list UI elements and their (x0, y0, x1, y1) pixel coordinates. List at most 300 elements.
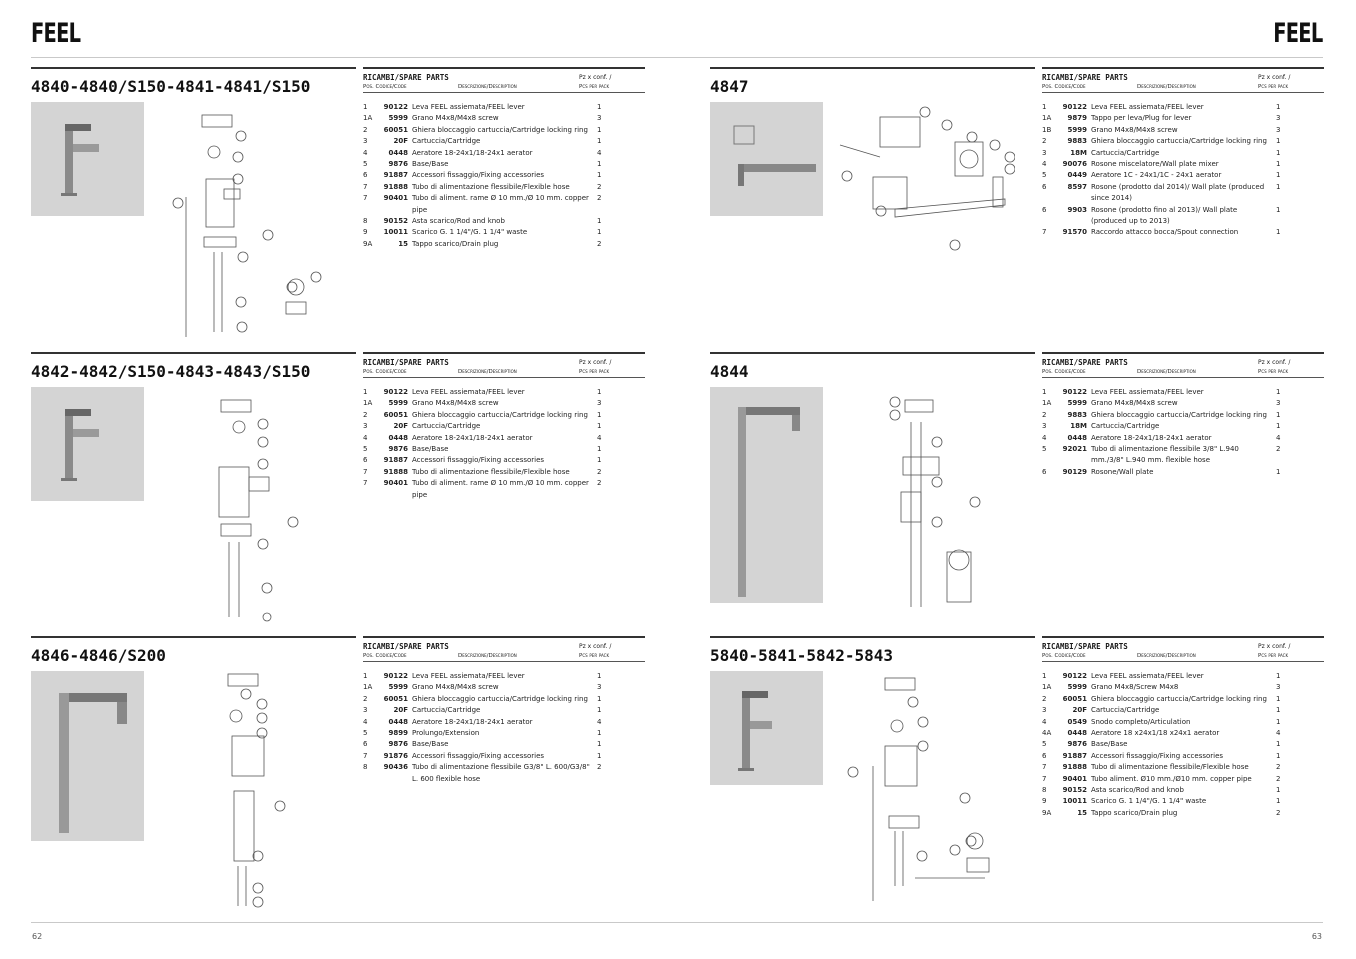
part-quantity: 2 (597, 182, 602, 191)
part-description: Ghiera bloccaggio cartuccia/Cartridge locking ring (412, 410, 588, 419)
block-rule (710, 636, 1035, 638)
part-description: Raccordo attacco bocca/Spout connection (1091, 228, 1239, 237)
part-position: 2 (363, 694, 368, 703)
part-description: Base/Base (412, 445, 449, 454)
parts-row (363, 717, 645, 728)
block-rule (31, 352, 356, 354)
part-code: 91570 (1062, 228, 1087, 237)
parts-row (363, 433, 645, 444)
part-position: 3 (363, 706, 368, 715)
part-position: 4 (363, 433, 368, 442)
parts-row (1042, 808, 1324, 819)
part-quantity: 2 (1276, 445, 1281, 454)
part-code: 9903 (1067, 205, 1087, 214)
part-code: 90122 (383, 672, 408, 680)
part-position: 6 (363, 740, 368, 749)
part-quantity: 1 (1276, 797, 1281, 806)
parts-row (363, 227, 645, 238)
exploded-drawing (181, 382, 321, 622)
parts-row (363, 398, 645, 409)
parts-row (1042, 113, 1324, 124)
part-quantity: 3 (1276, 114, 1281, 123)
parts-row (1042, 125, 1324, 136)
part-code: 91876 (383, 751, 408, 760)
part-description: Grano M4x8/M4x8 screw (412, 399, 499, 408)
part-quantity: 1 (597, 422, 602, 431)
exploded-drawing (166, 97, 326, 337)
part-code: 60051 (383, 125, 408, 134)
product-block (710, 352, 1354, 627)
pcs-header: Pcs per pack (1258, 369, 1289, 375)
part-position: 4 (1042, 160, 1047, 169)
parts-row (363, 762, 645, 785)
part-quantity: 1 (597, 751, 602, 760)
part-position: 5 (1042, 445, 1047, 454)
part-position: 2 (363, 410, 368, 419)
description-header: Descrizione/Description (458, 369, 517, 375)
page-number-left: 62 (32, 932, 43, 941)
part-position: 6 (363, 171, 368, 180)
part-quantity: 3 (1276, 125, 1281, 134)
part-quantity: 3 (597, 399, 602, 408)
product-block (710, 636, 1354, 911)
part-code: 20F (1072, 706, 1087, 715)
parts-row (1042, 671, 1324, 682)
parts-title: RICAMBI/SPARE PARTS (363, 358, 449, 367)
parts-row (1042, 444, 1324, 467)
header-divider (31, 57, 1323, 58)
part-quantity: 2 (1276, 763, 1281, 772)
part-description: Ghiera bloccaggio cartuccia/Cartridge locking ring (1091, 137, 1267, 146)
pos-code-header: Pos. Codice/Code (1042, 84, 1086, 90)
part-code: 91887 (1062, 751, 1087, 760)
pz-label: Pz x conf. / (579, 74, 612, 81)
pcs-header: Pcs per pack (1258, 84, 1289, 90)
part-quantity: 1 (597, 706, 602, 715)
parts-rows (363, 102, 645, 250)
parts-title: RICAMBI/SPARE PARTS (1042, 642, 1128, 651)
part-code: 18M (1070, 422, 1087, 431)
parts-row (1042, 182, 1324, 205)
part-description: Leva FEEL assiemata/FEEL lever (1091, 672, 1204, 680)
parts-row (363, 239, 645, 250)
part-quantity: 1 (1276, 137, 1281, 146)
parts-rows (1042, 102, 1324, 239)
part-code: 91888 (1062, 763, 1087, 772)
part-position: 6 (1042, 205, 1047, 214)
part-position: 1A (363, 399, 373, 408)
part-description: Cartuccia/Cartridge (412, 422, 481, 431)
description-header: Descrizione/Description (458, 84, 517, 90)
part-quantity: 1 (597, 103, 602, 111)
part-code: 20F (393, 706, 408, 715)
block-rule (710, 67, 1035, 69)
part-description: Tubo aliment. Ø10 mm./Ø10 mm. copper pipe (1091, 774, 1252, 783)
part-quantity: 1 (597, 672, 602, 680)
part-description: Tubo di alimentazione flessibile/Flexible hose (412, 467, 570, 476)
part-quantity: 1 (1276, 103, 1281, 111)
part-description: Grano M4x8/M4x8 screw (412, 683, 499, 692)
part-description: Accessori fissaggio/Fixing accessories (1091, 751, 1224, 760)
part-position: 6 (1042, 182, 1047, 191)
parts-rows (1042, 671, 1324, 819)
model-number: 4847 (710, 77, 749, 96)
part-position: 2 (363, 125, 368, 134)
parts-row (1042, 136, 1324, 147)
parts-row (363, 478, 645, 501)
part-position: 6 (363, 456, 368, 465)
parts-row (1042, 170, 1324, 181)
parts-row (1042, 728, 1324, 739)
part-code: 0448 (388, 717, 408, 726)
model-number: 4844 (710, 362, 749, 381)
part-code: 9879 (1067, 114, 1087, 123)
part-code: 5999 (1067, 399, 1087, 408)
part-position: 7 (363, 751, 368, 760)
part-code: 8597 (1067, 182, 1087, 191)
product-photo (710, 102, 823, 216)
part-quantity: 1 (1276, 182, 1281, 191)
part-quantity: 1 (1276, 672, 1281, 680)
part-description: Rosone/Wall plate (1091, 467, 1154, 476)
part-description: Tappo scarico/Drain plug (412, 239, 499, 248)
part-position: 8 (1042, 786, 1047, 795)
part-position: 8 (363, 217, 368, 226)
part-quantity: 3 (1276, 399, 1281, 408)
parts-row (363, 467, 645, 478)
part-description: Accessori fissaggio/Fixing accessories (412, 751, 545, 760)
parts-row (363, 739, 645, 750)
parts-title: RICAMBI/SPARE PARTS (1042, 73, 1128, 82)
pz-label: Pz x conf. / (1258, 359, 1291, 366)
part-quantity: 1 (1276, 717, 1281, 726)
parts-row (1042, 739, 1324, 750)
block-rule (31, 67, 356, 69)
part-description: Scarico G. 1 1/4"/G. 1 1/4" waste (412, 228, 528, 237)
part-quantity: 1 (597, 410, 602, 419)
model-number: 4842-4842/S150-4843-4843/S150 (31, 362, 311, 381)
part-description: Tubo di alimentazione flessibile/Flexible hose (1091, 763, 1249, 772)
part-code: 90122 (383, 388, 408, 396)
parts-row (1042, 410, 1324, 421)
part-position: 9A (1042, 808, 1052, 817)
pos-code-header: Pos. Codice/Code (363, 84, 407, 90)
part-quantity: 4 (597, 433, 602, 442)
part-description: Aeratore 1C - 24x1/1C - 24x1 aerator (1091, 171, 1222, 180)
part-code: 90401 (1062, 774, 1087, 783)
part-description: Rosone (prodotto dal 2014)/ Wall plate (produced since 2014) (1091, 182, 1265, 203)
part-description: Cartuccia/Cartridge (412, 706, 481, 715)
product-block (31, 67, 675, 342)
product-block (710, 67, 1354, 342)
part-position: 1 (1042, 672, 1047, 680)
spare-parts-table (363, 67, 645, 250)
parts-row (363, 444, 645, 455)
part-description: Aeratore 18-24x1/18-24x1 aerator (1091, 433, 1212, 442)
part-description: Tubo di alimentazione flessibile 3/8" L.940 mm./3/8" L.940 mm. flexible hose (1091, 445, 1239, 465)
part-quantity: 1 (597, 228, 602, 237)
part-quantity: 1 (597, 217, 602, 226)
exploded-drawing (875, 382, 995, 632)
part-quantity: 1 (597, 388, 602, 396)
part-description: Tappo scarico/Drain plug (1091, 808, 1178, 817)
part-code: 5999 (388, 399, 408, 408)
part-position: 9 (1042, 797, 1047, 806)
part-code: 90401 (383, 479, 408, 488)
part-position: 5 (363, 729, 368, 738)
part-quantity: 1 (1276, 467, 1281, 476)
part-quantity: 1 (1276, 160, 1281, 169)
parts-row (1042, 694, 1324, 705)
part-description: Aeratore 18-24x1/18-24x1 aerator (412, 433, 533, 442)
part-description: Tappo per leva/Plug for lever (1091, 114, 1192, 123)
parts-row (1042, 785, 1324, 796)
part-quantity: 2 (597, 479, 602, 488)
part-code: 60051 (1062, 694, 1087, 703)
part-quantity: 2 (1276, 774, 1281, 783)
parts-row (363, 125, 645, 136)
part-position: 1B (1042, 125, 1052, 134)
part-code: 91887 (383, 171, 408, 180)
parts-row (363, 671, 645, 682)
part-position: 1A (1042, 683, 1052, 692)
part-quantity: 1 (597, 160, 602, 169)
part-quantity: 3 (597, 114, 602, 123)
parts-row (363, 410, 645, 421)
part-position: 4 (363, 717, 368, 726)
product-block (31, 636, 675, 911)
pz-label: Pz x conf. / (1258, 643, 1291, 650)
part-quantity: 1 (1276, 786, 1281, 795)
part-position: 7 (1042, 763, 1047, 772)
part-code: 0448 (388, 148, 408, 157)
part-code: 0549 (1067, 717, 1087, 726)
parts-rows (363, 387, 645, 501)
part-code: 5999 (388, 683, 408, 692)
part-position: 7 (1042, 228, 1047, 237)
part-description: Aeratore 18-24x1/18-24x1 aerator (412, 148, 533, 157)
part-code: 90129 (1062, 467, 1087, 476)
spare-parts-table (1042, 636, 1324, 819)
part-description: Aeratore 18-24x1/18-24x1 aerator (412, 717, 533, 726)
part-description: Tubo di alimentazione flessibile/Flexible hose (412, 182, 570, 191)
part-position: 3 (1042, 422, 1047, 431)
part-quantity: 1 (1276, 694, 1281, 703)
parts-row (363, 148, 645, 159)
parts-row (363, 102, 645, 113)
pz-label: Pz x conf. / (579, 643, 612, 650)
product-photo (31, 671, 144, 841)
part-quantity: 1 (597, 456, 602, 465)
parts-row (1042, 467, 1324, 478)
block-rule (31, 636, 356, 638)
description-header: Descrizione/Description (1137, 653, 1196, 659)
part-quantity: 4 (597, 148, 602, 157)
part-code: 90076 (1062, 160, 1087, 169)
part-position: 5 (1042, 740, 1047, 749)
part-code: 20F (393, 422, 408, 431)
part-quantity: 1 (597, 137, 602, 146)
part-description: Tubo di aliment. rame Ø 10 mm./Ø 10 mm. copper pipe (412, 194, 589, 214)
part-code: 9899 (388, 729, 408, 738)
parts-row (363, 216, 645, 227)
parts-row (363, 113, 645, 124)
part-code: 91887 (383, 456, 408, 465)
part-quantity: 1 (597, 125, 602, 134)
part-code: 90122 (1062, 103, 1087, 111)
part-code: 10011 (383, 228, 408, 237)
part-description: Base/Base (1091, 740, 1128, 749)
part-quantity: 1 (1276, 740, 1281, 749)
part-code: 18M (1070, 148, 1087, 157)
part-position: 1 (363, 388, 368, 396)
part-position: 7 (363, 194, 368, 203)
part-quantity: 4 (1276, 433, 1281, 442)
part-code: 9876 (1067, 740, 1087, 749)
parts-row (363, 136, 645, 147)
parts-title: RICAMBI/SPARE PARTS (363, 642, 449, 651)
parts-row (1042, 682, 1324, 693)
part-quantity: 1 (1276, 228, 1281, 237)
part-code: 5999 (1067, 125, 1087, 134)
footer-divider (31, 922, 1323, 923)
part-code: 91888 (383, 467, 408, 476)
part-position: 1 (363, 103, 368, 111)
part-position: 3 (363, 422, 368, 431)
parts-row (363, 682, 645, 693)
part-position: 7 (363, 479, 368, 488)
part-position: 4 (363, 148, 368, 157)
parts-row (1042, 705, 1324, 716)
part-description: Grano M4x8/M4x8 screw (412, 114, 499, 123)
part-position: 1 (363, 672, 368, 680)
parts-row (363, 421, 645, 432)
part-code: 90401 (383, 194, 408, 203)
part-quantity: 1 (1276, 171, 1281, 180)
part-description: Ghiera bloccaggio cartuccia/Cartridge locking ring (412, 694, 588, 703)
exploded-drawing (845, 666, 1015, 901)
part-position: 1A (363, 683, 373, 692)
part-code: 91888 (383, 182, 408, 191)
spare-parts-table (363, 636, 645, 785)
pz-label: Pz x conf. / (579, 359, 612, 366)
part-quantity: 1 (1276, 205, 1281, 214)
part-quantity: 1 (597, 171, 602, 180)
part-quantity: 1 (1276, 148, 1281, 157)
parts-row (1042, 227, 1324, 238)
part-quantity: 1 (1276, 751, 1281, 760)
part-position: 2 (1042, 410, 1047, 419)
description-header: Descrizione/Description (1137, 84, 1196, 90)
part-position: 7 (363, 182, 368, 191)
pos-code-header: Pos. Codice/Code (363, 369, 407, 375)
product-block (31, 352, 675, 627)
part-quantity: 2 (597, 763, 602, 772)
parts-title: RICAMBI/SPARE PARTS (1042, 358, 1128, 367)
part-position: 1A (1042, 399, 1052, 408)
parts-row (1042, 774, 1324, 785)
block-rule (710, 352, 1035, 354)
part-description: Grano M4x8/Screw M4x8 (1091, 683, 1179, 692)
part-position: 3 (1042, 148, 1047, 157)
part-position: 2 (1042, 694, 1047, 703)
parts-row (1042, 102, 1324, 113)
part-code: 90122 (383, 103, 408, 111)
part-position: 4 (1042, 433, 1047, 442)
part-code: 9876 (388, 160, 408, 169)
part-description: Grano M4x8/M4x8 screw (1091, 125, 1178, 134)
part-description: Leva FEEL assiemata/FEEL lever (412, 672, 525, 680)
brand-title-right: FEEL (1273, 18, 1323, 49)
part-code: 9876 (388, 740, 408, 749)
product-photo (31, 387, 144, 501)
part-quantity: 1 (597, 729, 602, 738)
product-photo (710, 387, 823, 603)
part-quantity: 1 (1276, 388, 1281, 396)
part-position: 7 (363, 467, 368, 476)
part-description: Base/Base (412, 740, 449, 749)
parts-row (1042, 796, 1324, 807)
description-header: Descrizione/Description (458, 653, 517, 659)
part-code: 90122 (1062, 388, 1087, 396)
model-number: 4846-4846/S200 (31, 646, 166, 665)
part-description: Tubo di aliment. rame Ø 10 mm./Ø 10 mm. copper pipe (412, 479, 589, 499)
part-code: 5999 (388, 114, 408, 123)
part-code: 90436 (383, 763, 408, 772)
part-position: 6 (1042, 751, 1047, 760)
part-code: 0448 (1067, 729, 1087, 738)
part-position: 1 (1042, 103, 1047, 111)
part-code: 90152 (1062, 786, 1087, 795)
part-quantity: 1 (597, 694, 602, 703)
part-position: 4A (1042, 729, 1052, 738)
part-position: 4 (1042, 717, 1047, 726)
part-position: 1 (1042, 388, 1047, 396)
part-description: Grano M4x8/M4x8 screw (1091, 399, 1178, 408)
part-code: 60051 (383, 694, 408, 703)
spare-parts-table (1042, 67, 1324, 239)
part-description: Leva FEEL assiemata/FEEL lever (412, 388, 525, 396)
parts-row (363, 159, 645, 170)
parts-row (363, 170, 645, 181)
part-description: Cartuccia/Cartridge (412, 137, 481, 146)
part-quantity: 3 (597, 683, 602, 692)
part-code: 60051 (383, 410, 408, 419)
part-quantity: 2 (1276, 808, 1281, 817)
part-quantity: 2 (597, 239, 602, 248)
product-photo (31, 102, 144, 216)
part-quantity: 1 (1276, 706, 1281, 715)
part-description: Tubo di alimentazione flessibile G3/8" L. 600/G3/8" L. 600 flexible hose (412, 763, 590, 783)
part-position: 3 (363, 137, 368, 146)
parts-row (1042, 751, 1324, 762)
pcs-header: Pcs per pack (579, 369, 610, 375)
spare-parts-table (363, 352, 645, 501)
parts-row (1042, 433, 1324, 444)
parts-row (1042, 421, 1324, 432)
part-description: Asta scarico/Rod and knob (1091, 786, 1184, 795)
part-position: 3 (1042, 706, 1047, 715)
pos-code-header: Pos. Codice/Code (1042, 653, 1086, 659)
description-header: Descrizione/Description (1137, 369, 1196, 375)
parts-row (363, 455, 645, 466)
parts-row (363, 193, 645, 216)
part-description: Leva FEEL assiemata/FEEL lever (412, 103, 525, 111)
parts-row (363, 705, 645, 716)
part-position: 5 (1042, 171, 1047, 180)
parts-row (1042, 148, 1324, 159)
part-code: 5999 (1067, 683, 1087, 692)
